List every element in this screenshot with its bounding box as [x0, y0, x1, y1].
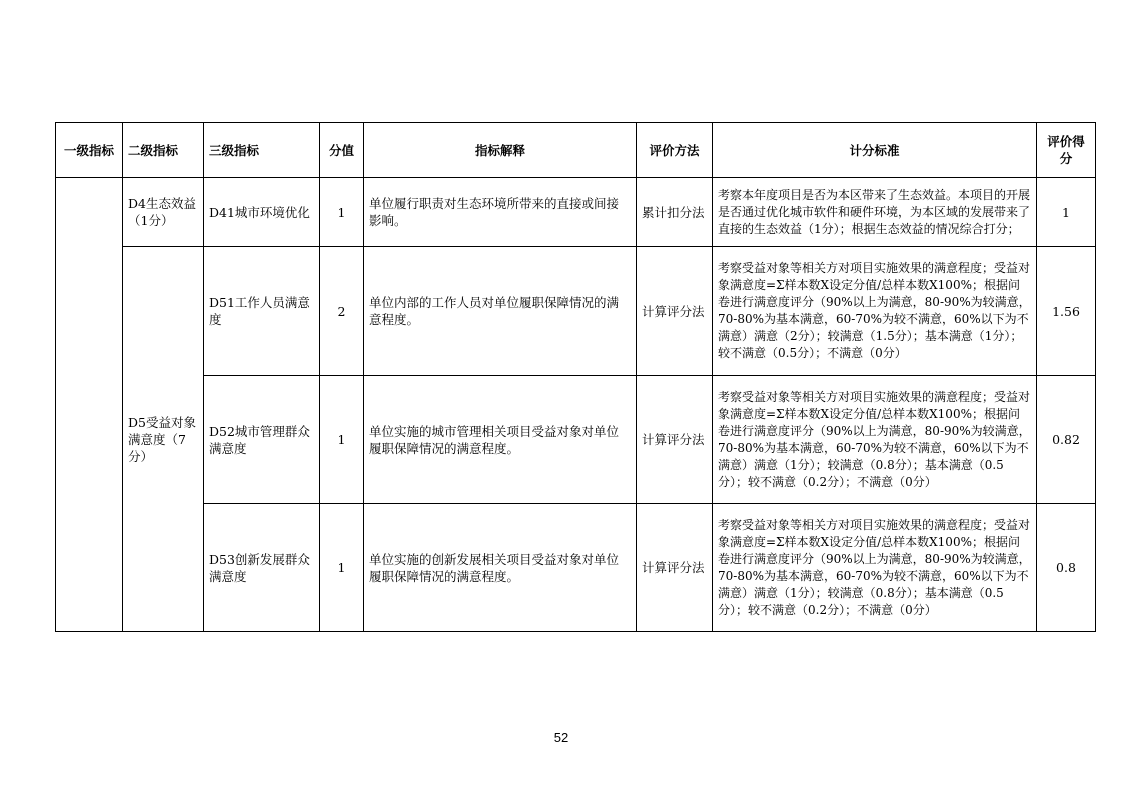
- header-level1: 一级指标: [56, 123, 123, 178]
- score-cell: 1: [320, 376, 364, 504]
- explanation-cell: 单位履行职责对生态环境所带来的直接或间接影响。: [364, 178, 637, 247]
- table-row: [56, 376, 1096, 504]
- level1-cell: [56, 178, 123, 632]
- method-cell: 计算评分法: [637, 247, 713, 376]
- level3-cell: D53创新发展群众满意度: [204, 504, 320, 632]
- level3-cell: D41城市环境优化: [204, 178, 320, 247]
- header-score: 分值: [320, 123, 364, 178]
- level3-cell: D51工作人员满意度: [204, 247, 320, 376]
- evaluation-table-container: [55, 122, 1095, 632]
- level3-cell: D52城市管理群众满意度: [204, 376, 320, 504]
- header-level2: 二级指标: [123, 123, 204, 178]
- standard-cell: 考察受益对象等相关方对项目实施效果的满意程度；受益对象满意度=Σ样本数X设定分值/总样本数X100%；根据问卷进行满意度评分（90%以上为满意，80-90%为较满意，70-80%为基本满意，60-70%为较不满意，60%以下为不满意）满意（1分）；较满意（0.8分）；基本满意（0.5分）；较不满意（0.2分）；不满意（0分）: [713, 504, 1037, 632]
- method-cell: 累计扣分法: [637, 178, 713, 247]
- header-row: [56, 123, 1096, 178]
- standard-cell: 考察本年度项目是否为本区带来了生态效益。本项目的开展是否通过优化城市软件和硬件环境，为本区域的发展带来了直接的生态效益（1分）；根据生态效益的情况综合打分；: [713, 178, 1037, 247]
- method-cell: 计算评分法: [637, 376, 713, 504]
- score-cell: 1: [320, 178, 364, 247]
- header-method: 评价方法: [637, 123, 713, 178]
- level2-cell: D5受益对象满意度（7分）: [123, 247, 204, 632]
- method-cell: 计算评分法: [637, 504, 713, 632]
- evaluation-table: [55, 122, 1096, 632]
- result-cell: 1.56: [1037, 247, 1096, 376]
- explanation-cell: 单位实施的创新发展相关项目受益对象对单位履职保障情况的满意程度。: [364, 504, 637, 632]
- score-cell: 2: [320, 247, 364, 376]
- result-cell: 0.8: [1037, 504, 1096, 632]
- explanation-cell: 单位内部的工作人员对单位履职保障情况的满意程度。: [364, 247, 637, 376]
- result-cell: 0.82: [1037, 376, 1096, 504]
- table-row: [56, 178, 1096, 247]
- header-result: 评价得分: [1037, 123, 1096, 178]
- header-level3: 三级指标: [204, 123, 320, 178]
- level2-cell: D4生态效益（1分）: [123, 178, 204, 247]
- page-number: 52: [553, 730, 569, 745]
- score-cell: 1: [320, 504, 364, 632]
- explanation-cell: 单位实施的城市管理相关项目受益对象对单位履职保障情况的满意程度。: [364, 376, 637, 504]
- standard-cell: 考察受益对象等相关方对项目实施效果的满意程度；受益对象满意度=Σ样本数X设定分值/总样本数X100%；根据问卷进行满意度评分（90%以上为满意，80-90%为较满意，70-80%为基本满意，60-70%为较不满意，60%以下为不满意）满意（2分）；较满意（1.5分）；基本满意（1分）；较不满意（0.5分）；不满意（0分）: [713, 247, 1037, 376]
- standard-cell: 考察受益对象等相关方对项目实施效果的满意程度；受益对象满意度=Σ样本数X设定分值/总样本数X100%；根据问卷进行满意度评分（90%以上为满意，80-90%为较满意，70-80%为基本满意，60-70%为较不满意，60%以下为不满意）满意（1分）；较满意（0.8分）；基本满意（0.5分）；较不满意（0.2分）；不满意（0分）: [713, 376, 1037, 504]
- result-cell: 1: [1037, 178, 1096, 247]
- table-row: [56, 504, 1096, 632]
- header-explanation: 指标解释: [364, 123, 637, 178]
- table-row: [56, 247, 1096, 376]
- header-standard: 计分标准: [713, 123, 1037, 178]
